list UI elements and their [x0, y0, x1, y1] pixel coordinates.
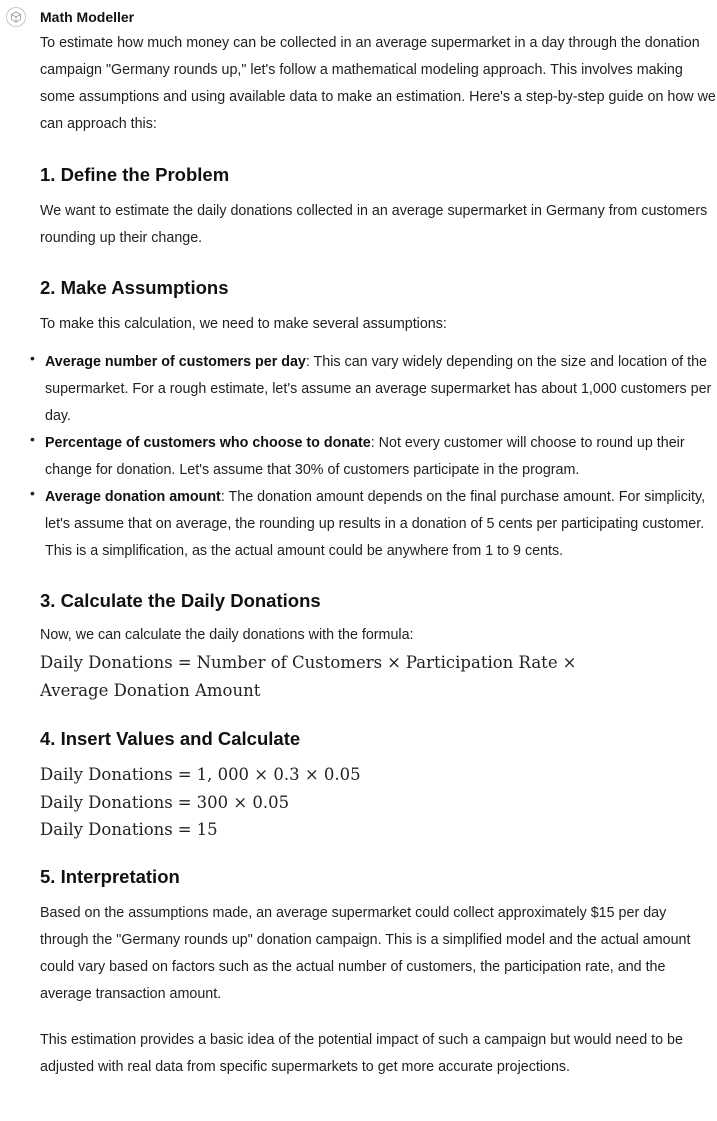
calculation-line — [40, 789, 716, 817]
section-heading-define-problem: 1. Define the Problem — [40, 164, 230, 185]
calc-rhs: 15 — [196, 820, 218, 839]
list-item — [40, 484, 716, 565]
list-item — [40, 430, 716, 484]
section-heading-insert-values: 4. Insert Values and Calculate — [40, 728, 301, 749]
calculation-block — [40, 761, 716, 844]
formula-line — [40, 677, 716, 705]
calc-rhs: 1, 000 × 0.3 × 0.05 — [196, 765, 361, 784]
formula-term-donation: Average Donation Amount — [40, 680, 261, 700]
formula-term-participation: Participation Rate — [405, 653, 558, 672]
bullet-label: Average number of customers per day — [45, 354, 306, 370]
author-name: Math Modeller — [40, 9, 135, 25]
bullet-text: : The donation amount depends on the final purchase amount. For simplicity, let's assume that on average, the rounding up results in a donation of 5 cents per participating customer. This is a simplification, as the actual amount could be anywhere from 1 to 9 cents. — [45, 489, 706, 559]
section-text-calculate: Now, we can calculate the daily donations with the formula: — [40, 627, 414, 643]
calculation-line — [40, 816, 716, 844]
formula-lhs: Daily Donations — [40, 653, 173, 672]
equals-sign: = — [177, 820, 192, 839]
assumptions-list — [40, 349, 716, 565]
equals-sign: = — [177, 653, 192, 672]
cube-icon — [10, 11, 22, 23]
section-text-interpretation: Based on the assumptions made, an average supermarket could collect approximately $15 per day through the "Germany rounds up" donation campaign. This is a simplified model and the actual amount could vary based on factors such as the actual number of customers, the participation rate, and the average transaction amount. — [40, 904, 691, 1002]
calculation-line — [40, 761, 716, 789]
message-body — [40, 30, 716, 1081]
assistant-avatar — [6, 7, 26, 27]
times-sign: × — [387, 653, 401, 672]
bullet-label: Average donation amount — [45, 489, 221, 505]
bullet-label: Percentage of customers who choose to donate — [45, 435, 371, 451]
formula-line — [40, 649, 716, 677]
section-heading-calculate: 3. Calculate the Daily Donations — [40, 590, 321, 611]
calc-rhs: 300 × 0.05 — [196, 792, 290, 812]
calc-lhs: Daily Donations — [40, 792, 173, 812]
section-heading-interpretation: 5. Interpretation — [40, 865, 180, 887]
bullet-text: : This can vary widely depending on the size and location of the supermarket. For a rough estimate, let's assume an average supermarket has about 1,000 customers per day. — [45, 354, 712, 424]
equals-sign: = — [177, 765, 192, 784]
equals-sign: = — [177, 792, 192, 812]
intro-paragraph: To estimate how much money can be collected in an average supermarket in a day through the donation campaign "Germany rounds up," let's follow a mathematical modeling approach. This involves making some assumptions and using available data to make an estimation. Here's a step-by-step guide on how we can approach this: — [40, 35, 716, 132]
calc-lhs: Daily Donations — [40, 765, 173, 784]
closing-paragraph: This estimation provides a basic idea of the potential impact of such a campaign but would need to be adjusted with real data from specific supermarkets to get more accurate projections. — [40, 1031, 683, 1075]
calc-lhs: Daily Donations — [40, 820, 173, 839]
formula-block — [40, 649, 716, 704]
bullet-text: : Not every customer will choose to round up their change for donation. Let's assume that 30% of customers participate in the program. — [45, 435, 685, 478]
section-heading-assumptions: 2. Make Assumptions — [40, 277, 229, 298]
list-item — [40, 349, 716, 430]
section-text-assumptions: To make this calculation, we need to make several assumptions: — [40, 316, 447, 332]
section-text-define-problem: We want to estimate the daily donations collected in an average supermarket in Germany from customers rounding up their change. — [40, 203, 708, 246]
times-sign: × — [562, 653, 577, 672]
formula-term-customers: Number of Customers — [196, 653, 383, 672]
